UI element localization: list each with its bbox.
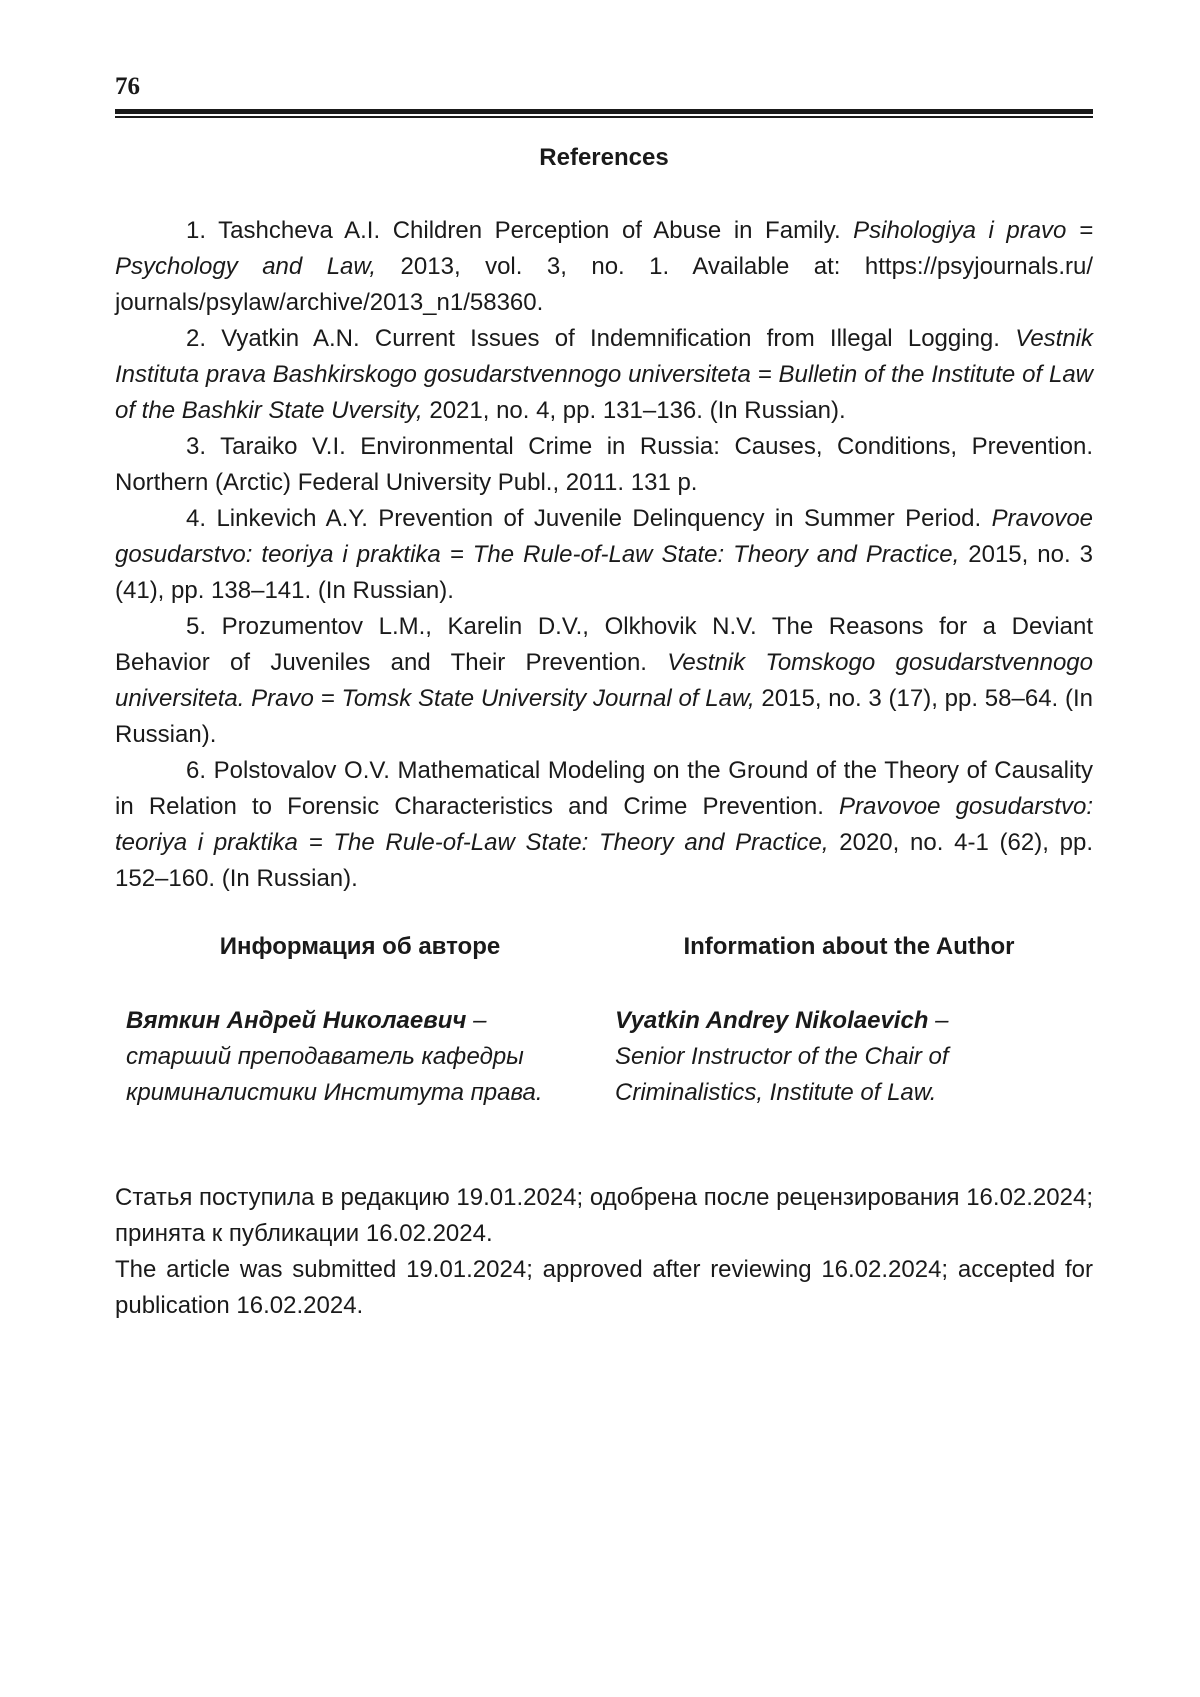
author-info-heading-en: Information about the Author (683, 933, 1015, 960)
header-rule-thick (115, 109, 1093, 114)
reference-number: 2. (186, 325, 207, 352)
reference-item (115, 321, 1093, 429)
submission-note-en: The article was submitted 19.01.2024; approved after reviewing 16.02.2024; accepted for publication 16.02.2024. (115, 1256, 1093, 1319)
reference-number: 3. (186, 433, 207, 460)
reference-source-title: Pravovoe gosudarstvo: teoriya i praktika = The Rule-of-Law State: Theory and Practice, (115, 505, 1094, 568)
reference-item (115, 609, 1093, 753)
author-dash-en: – (935, 1007, 949, 1034)
reference-text: Vyatkin A.N. Current Issues of Indemnification from Illegal Logging. (221, 325, 1000, 352)
reference-text: Linkevich A.Y. Prevention of Juvenile Delinquency in Summer Period. (216, 505, 982, 532)
reference-list (115, 213, 1093, 897)
reference-item (115, 501, 1093, 609)
reference-number: 4. (186, 505, 207, 532)
reference-text: Taraiko V.I. Environmental Crime in Russia: Causes, Conditions, Prevention. Northern (Arctic) Federal University Publ., 2011. 131 p. (115, 433, 1093, 496)
reference-details: 2015, no. 3 (17), pp. 58–64. (In Russian). (115, 685, 1093, 748)
reference-text: Tashcheva A.I. Children Perception of Abuse in Family. (218, 217, 841, 244)
reference-details: 2020, no. 4-1 (62), pp. 152–160. (In Russian). (115, 829, 1093, 892)
reference-source-title: Vestnik Tomskogo gosudarstvennogo universiteta. Pravo = Tomsk State University Journal of Law, (115, 649, 1093, 712)
reference-number: 5. (186, 613, 207, 640)
reference-text: Prozumentov L.M., Karelin D.V., Olkhovik N.V. The Reasons for a Deviant Behavior of Juveniles and Their Prevention. (115, 613, 1093, 676)
reference-details: 2013, vol. 3, no. 1. Available at: https://psyjournals.ru/​journals/psylaw/archive/2013_n1/58360. (115, 253, 1094, 316)
author-position-ru: старший преподаватель кафедры криминалистики Института права. (126, 1043, 543, 1106)
author-description-en (615, 1003, 1085, 1111)
submission-dates (115, 1180, 1093, 1324)
author-name-en: Vyatkin Andrey Nikolaevich (615, 1007, 929, 1034)
reference-number: 6. (186, 757, 207, 784)
reference-source-title: Psihologiya i pravo = Psychology and Law, (115, 217, 1093, 280)
author-dash-ru: – (473, 1007, 487, 1034)
author-position-en: Senior Instructor of the Chair of Criminalistics, Institute of Law. (615, 1043, 949, 1106)
reference-details: 2021, no. 4, pp. 131–136. (In Russian). (429, 397, 846, 424)
submission-note-ru: Статья поступила в редакцию 19.01.2024; одобрена после рецензирования 16.02.2024; принята к публикации 16.02.2024. (115, 1184, 1093, 1247)
reference-details: 2015, no. 3 (41), pp. 138–141. (In Russian). (115, 541, 1094, 604)
author-name-ru: Вяткин Андрей Николаевич (126, 1007, 467, 1034)
references-heading: References (539, 144, 669, 171)
reference-source-title: Pravovoe gosudarstvo: teoriya i praktika = The Rule-of-Law State: Theory and Practice, (115, 793, 1093, 856)
reference-source-title: Vestnik Instituta prava Bashkirskogo gosudarstvennogo universiteta = Bulletin of the Institute of Law of the Bashkir State Uversity, (115, 325, 1094, 424)
author-description-ru (126, 1003, 596, 1111)
page-number: 76 (115, 73, 140, 100)
author-info-heading-ru: Информация об авторе (219, 933, 501, 960)
reference-item (115, 213, 1093, 321)
reference-text: Polstovalov O.V. Mathematical Modeling on the Ground of the Theory of Causality in Relation to Forensic Characteristics and Crime Prevention. (115, 757, 1093, 820)
reference-item (115, 753, 1093, 897)
header-rule-thin (115, 116, 1093, 118)
reference-number: 1. (186, 217, 207, 244)
reference-item (115, 429, 1093, 501)
